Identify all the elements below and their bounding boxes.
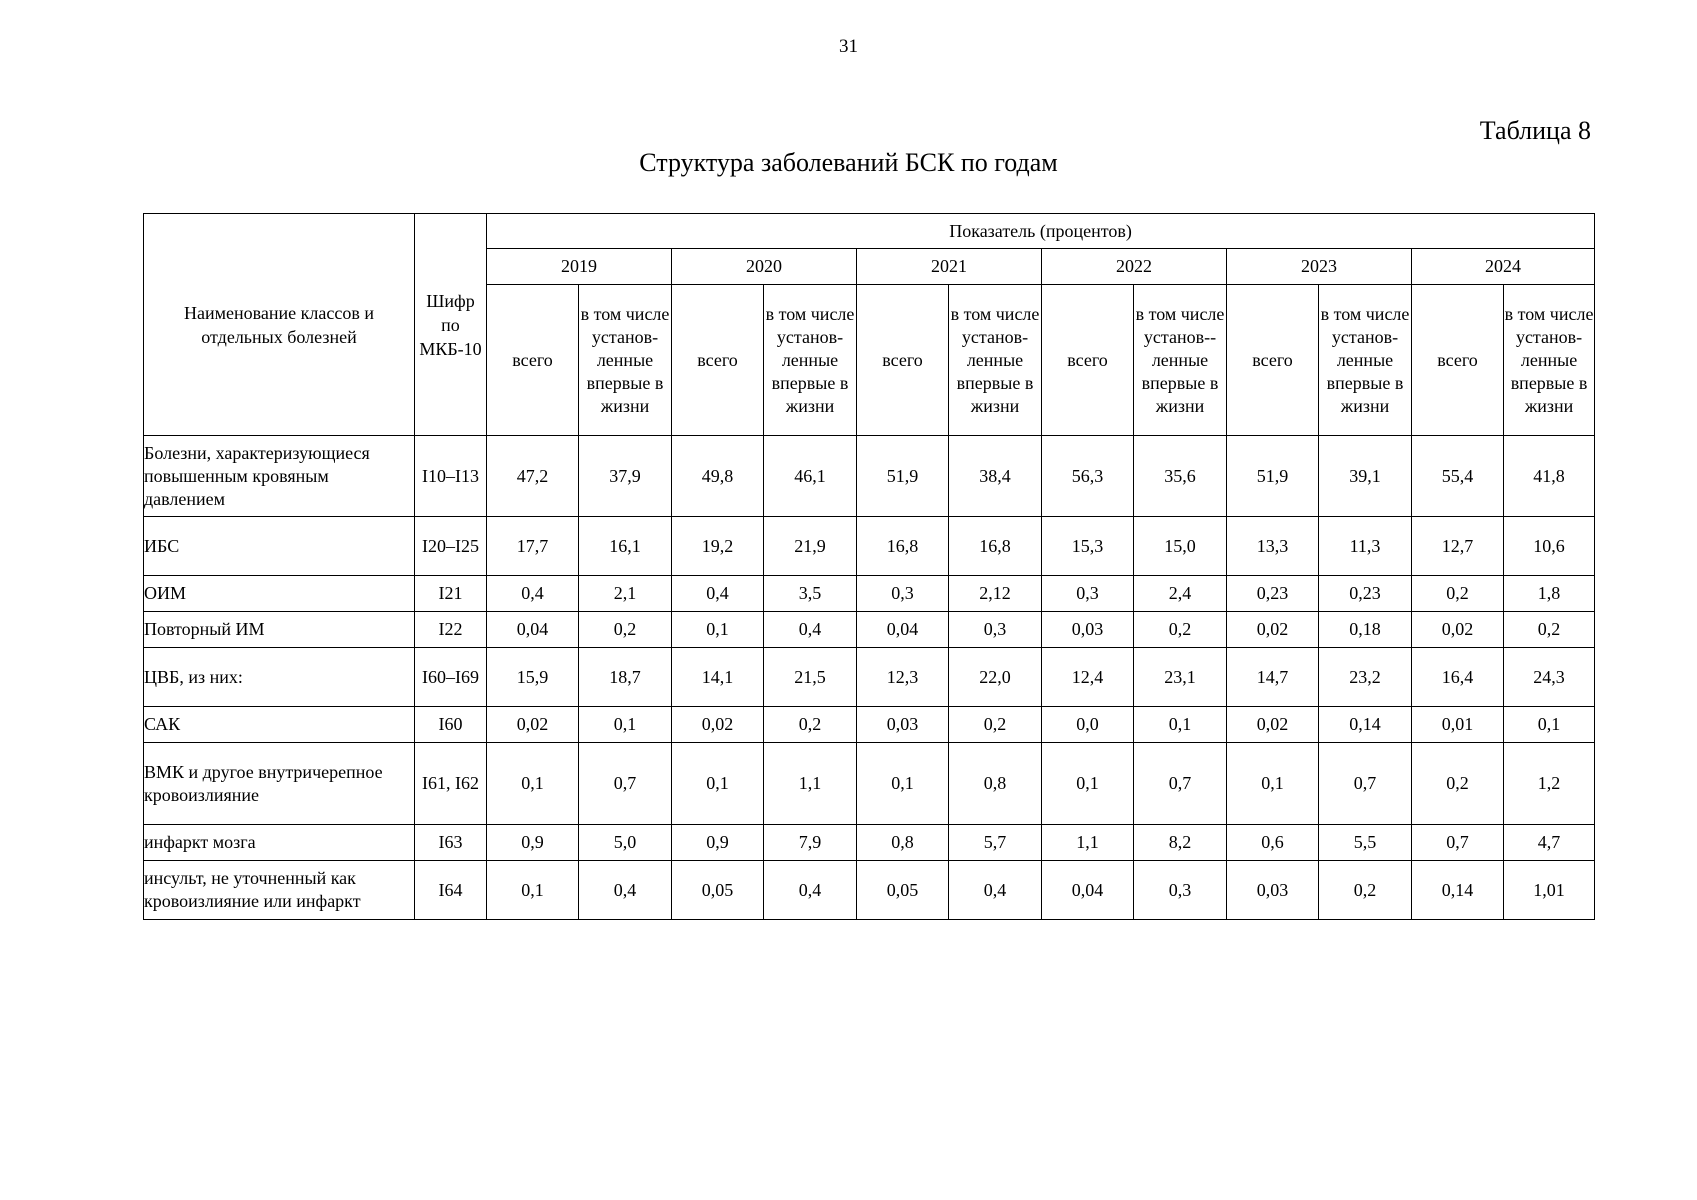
row-value: 0,03: [1042, 612, 1134, 648]
header-sub-total: всего: [487, 285, 579, 436]
row-value: 8,2: [1134, 825, 1227, 861]
header-sub-first-time: в том числе установ-ленные впервые в жизни: [764, 285, 857, 436]
row-value: 0,3: [949, 612, 1042, 648]
row-value: 0,2: [1412, 743, 1504, 825]
row-value: 0,4: [672, 576, 764, 612]
row-value: 0,14: [1412, 861, 1504, 920]
row-value: 16,1: [579, 517, 672, 576]
header-year: 2024: [1412, 249, 1595, 285]
row-value: 7,9: [764, 825, 857, 861]
row-value: 12,7: [1412, 517, 1504, 576]
row-value: 56,3: [1042, 436, 1134, 517]
row-name: Болезни, характеризующиеся повышенным кровяным давлением: [144, 436, 415, 517]
row-value: 0,03: [857, 707, 949, 743]
row-value: 0,02: [1227, 612, 1319, 648]
row-value: 47,2: [487, 436, 579, 517]
table-row: [144, 825, 1595, 861]
row-value: 18,7: [579, 648, 672, 707]
table-title: Структура заболеваний БСК по годам: [639, 148, 1058, 177]
row-value: 14,7: [1227, 648, 1319, 707]
page-number: 31: [839, 36, 858, 57]
row-value: 0,2: [1319, 861, 1412, 920]
row-value: 5,0: [579, 825, 672, 861]
row-code: I63: [415, 825, 487, 861]
row-code: I10–I13: [415, 436, 487, 517]
row-value: 0,04: [1042, 861, 1134, 920]
row-code: I64: [415, 861, 487, 920]
row-value: 0,02: [1227, 707, 1319, 743]
header-sub-first-time: в том числе установ--ленные впервые в жизни: [1134, 285, 1227, 436]
row-value: 24,3: [1504, 648, 1595, 707]
row-value: 15,9: [487, 648, 579, 707]
header-sub-total: всего: [1227, 285, 1319, 436]
row-value: 1,2: [1504, 743, 1595, 825]
table-row: [144, 707, 1595, 743]
row-value: 0,3: [1134, 861, 1227, 920]
row-name: ИБС: [144, 517, 415, 576]
row-value: 0,03: [1227, 861, 1319, 920]
row-value: 0,05: [672, 861, 764, 920]
row-value: 37,9: [579, 436, 672, 517]
table-row: [144, 517, 1595, 576]
header-row-indicator: [144, 214, 1595, 249]
row-value: 0,18: [1319, 612, 1412, 648]
row-name: инсульт, не уточненный как кровоизлияние или инфаркт: [144, 861, 415, 920]
row-value: 0,2: [579, 612, 672, 648]
row-value: 1,01: [1504, 861, 1595, 920]
row-value: 0,1: [1042, 743, 1134, 825]
row-value: 0,2: [949, 707, 1042, 743]
row-value: 55,4: [1412, 436, 1504, 517]
row-value: 0,8: [857, 825, 949, 861]
row-value: 0,2: [764, 707, 857, 743]
row-value: 0,7: [1319, 743, 1412, 825]
row-value: 0,3: [857, 576, 949, 612]
header-year: 2023: [1227, 249, 1412, 285]
header-sub-first-time: в том числе установ-ленные впервые в жизни: [579, 285, 672, 436]
header-sub-total: всего: [1042, 285, 1134, 436]
row-value: 2,1: [579, 576, 672, 612]
row-code: I60–I69: [415, 648, 487, 707]
row-value: 5,5: [1319, 825, 1412, 861]
row-value: 10,6: [1504, 517, 1595, 576]
row-value: 41,8: [1504, 436, 1595, 517]
row-value: 0,02: [1412, 612, 1504, 648]
row-value: 23,2: [1319, 648, 1412, 707]
row-value: 0,2: [1504, 612, 1595, 648]
row-name: САК: [144, 707, 415, 743]
row-value: 0,7: [579, 743, 672, 825]
header-sub-first-time: в том числе установ-ленные впервые в жизни: [1504, 285, 1595, 436]
row-value: 14,1: [672, 648, 764, 707]
header-sub-first-time: в том числе установ-ленные впервые в жизни: [1319, 285, 1412, 436]
header-year: 2019: [487, 249, 672, 285]
row-value: 16,4: [1412, 648, 1504, 707]
row-value: 0,1: [487, 861, 579, 920]
table-row: [144, 576, 1595, 612]
row-value: 22,0: [949, 648, 1042, 707]
header-sub-total: всего: [857, 285, 949, 436]
header-year: 2022: [1042, 249, 1227, 285]
row-value: 2,4: [1134, 576, 1227, 612]
table-label: Таблица 8: [1479, 116, 1591, 145]
row-value: 35,6: [1134, 436, 1227, 517]
row-code: I21: [415, 576, 487, 612]
row-code: I61, I62: [415, 743, 487, 825]
header-sub-total: всего: [1412, 285, 1504, 436]
row-value: 0,04: [487, 612, 579, 648]
table-row: [144, 612, 1595, 648]
row-value: 0,7: [1412, 825, 1504, 861]
row-value: 0,1: [1227, 743, 1319, 825]
row-value: 0,4: [764, 861, 857, 920]
row-value: 23,1: [1134, 648, 1227, 707]
row-value: 21,9: [764, 517, 857, 576]
row-value: 1,1: [1042, 825, 1134, 861]
row-value: 16,8: [857, 517, 949, 576]
row-value: 4,7: [1504, 825, 1595, 861]
header-name-column: Наименование классов и отдельных болезней: [144, 214, 415, 436]
header-sub-first-time: в том числе установ-ленные впервые в жизни: [949, 285, 1042, 436]
row-value: 0,01: [1412, 707, 1504, 743]
row-value: 51,9: [1227, 436, 1319, 517]
table-row: [144, 436, 1595, 517]
row-value: 3,5: [764, 576, 857, 612]
row-name: инфаркт мозга: [144, 825, 415, 861]
row-value: 0,0: [1042, 707, 1134, 743]
row-value: 0,9: [672, 825, 764, 861]
row-value: 0,1: [1504, 707, 1595, 743]
row-value: 12,3: [857, 648, 949, 707]
table-body: [144, 436, 1595, 920]
row-value: 51,9: [857, 436, 949, 517]
table-row: [144, 648, 1595, 707]
row-value: 0,2: [1412, 576, 1504, 612]
row-value: 46,1: [764, 436, 857, 517]
row-value: 13,3: [1227, 517, 1319, 576]
table-row: [144, 861, 1595, 920]
row-value: 19,2: [672, 517, 764, 576]
row-value: 1,1: [764, 743, 857, 825]
row-value: 39,1: [1319, 436, 1412, 517]
row-name: ОИМ: [144, 576, 415, 612]
row-name: Повторный ИМ: [144, 612, 415, 648]
row-value: 0,14: [1319, 707, 1412, 743]
header-year: 2020: [672, 249, 857, 285]
header-year: 2021: [857, 249, 1042, 285]
table-row: [144, 743, 1595, 825]
row-value: 0,9: [487, 825, 579, 861]
disease-structure-table: [143, 213, 1595, 920]
row-value: 0,3: [1042, 576, 1134, 612]
row-code: I20–I25: [415, 517, 487, 576]
row-value: 1,8: [1504, 576, 1595, 612]
row-value: 0,4: [487, 576, 579, 612]
row-value: 0,6: [1227, 825, 1319, 861]
row-value: 0,02: [487, 707, 579, 743]
row-value: 0,4: [949, 861, 1042, 920]
row-name: ЦВБ, из них:: [144, 648, 415, 707]
row-value: 0,23: [1227, 576, 1319, 612]
header-code-column: Шифр по МКБ-10: [415, 214, 487, 436]
row-value: 2,12: [949, 576, 1042, 612]
row-value: 0,04: [857, 612, 949, 648]
row-value: 49,8: [672, 436, 764, 517]
row-value: 0,1: [672, 743, 764, 825]
row-code: I22: [415, 612, 487, 648]
header-indicator: Показатель (процентов): [487, 214, 1595, 249]
row-value: 0,2: [1134, 612, 1227, 648]
row-value: 0,23: [1319, 576, 1412, 612]
row-value: 12,4: [1042, 648, 1134, 707]
row-value: 0,1: [857, 743, 949, 825]
row-value: 0,1: [1134, 707, 1227, 743]
row-name: ВМК и другое внутричерепное кровоизлияние: [144, 743, 415, 825]
header-sub-total: всего: [672, 285, 764, 436]
row-value: 0,4: [764, 612, 857, 648]
row-value: 0,8: [949, 743, 1042, 825]
row-value: 16,8: [949, 517, 1042, 576]
row-value: 0,7: [1134, 743, 1227, 825]
row-value: 0,05: [857, 861, 949, 920]
row-value: 0,1: [672, 612, 764, 648]
row-value: 0,02: [672, 707, 764, 743]
row-value: 11,3: [1319, 517, 1412, 576]
row-value: 38,4: [949, 436, 1042, 517]
row-value: 17,7: [487, 517, 579, 576]
row-value: 0,1: [579, 707, 672, 743]
row-value: 5,7: [949, 825, 1042, 861]
row-value: 21,5: [764, 648, 857, 707]
row-value: 0,1: [487, 743, 579, 825]
row-value: 15,0: [1134, 517, 1227, 576]
row-value: 0,4: [579, 861, 672, 920]
row-value: 15,3: [1042, 517, 1134, 576]
row-code: I60: [415, 707, 487, 743]
